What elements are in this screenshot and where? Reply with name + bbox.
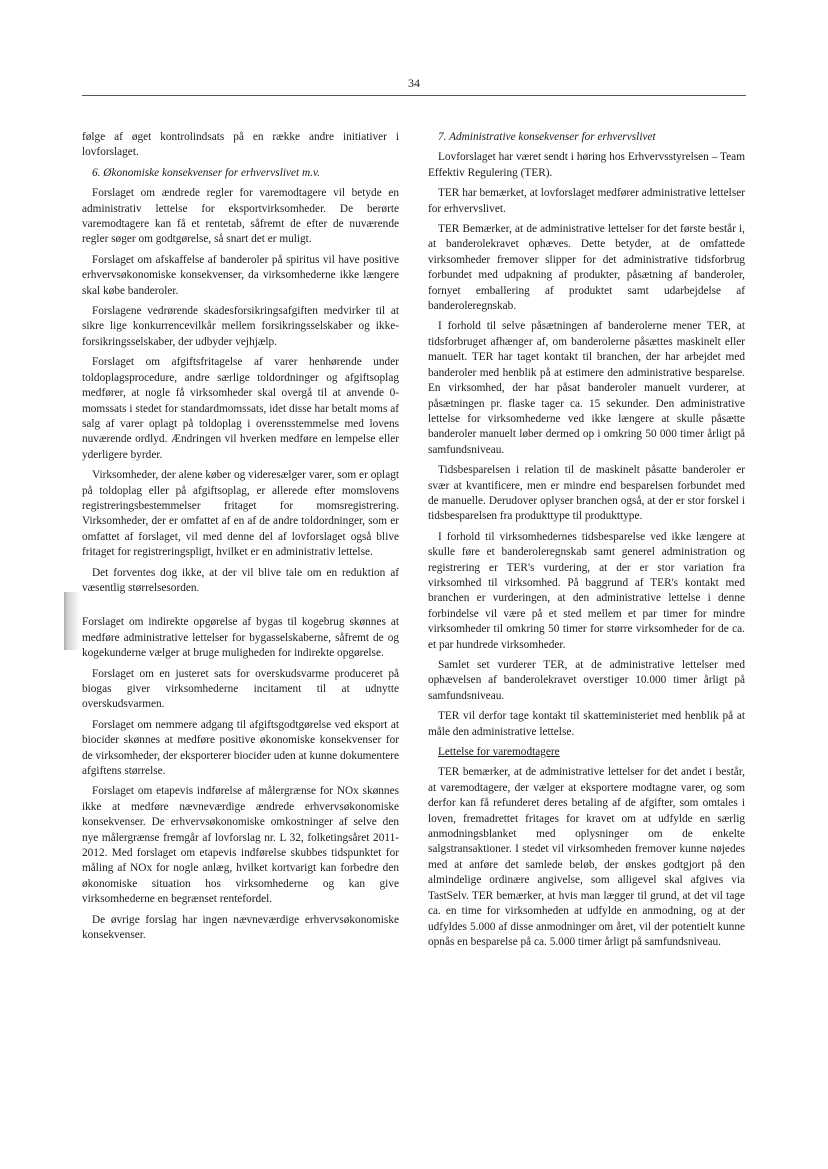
paragraph: Tidsbesparelsen i relation til de maskinelt påsatte banderoler er svær at kvantificere, men er mindre end besparelsen forbundet med de manuelle. Derudover oplyser branchen også, at der er stor forskel i tidsbesparelsen fra produkttype til produkttype. xyxy=(428,464,745,523)
left-column xyxy=(82,130,399,949)
paragraph: Samlet set vurderer TER, at de administrative lettelser med ophævelsen af banderolekravet overstiger 10.000 timer årligt på samfundsniveau. xyxy=(428,659,745,702)
paragraph: Virksomheder, der alene køber og videresælger varer, som er oplagt på toldoplag eller på afgiftsoplag, er allerede efter momslovens registreringsbestemmelser fritaget for momsregistrering. Virksomheder, der er omfattet af en af de andre toldordninger, som er omfattet af forslaget, vil med denne del af lovforslaget også blive fritaget for registreringspligt, hvilket er en administrativ lettelse. xyxy=(82,469,399,559)
paragraph: Forslaget om afskaffelse af banderoler på spiritus vil have positive erhvervsøkonomiske konsekvenser, da virksomhederne ikke længere skal købe banderoler. xyxy=(82,253,399,297)
paragraph: TER Bemærker, at de administrative lettelser for det første består i, at banderolekravet ophæves. Dette betyder, at de omfattede virksomheder fremover slipper for det administrative tidsforbrug forbundet med udpakning af produkter, påsætning af banderoler, fornyet emballering af produktet samt udarbejdelse af banderoleregnskab. xyxy=(428,223,745,313)
paragraph: Forslagene vedrørende skadesforsikringsafgiften medvirker til at sikre lige konkurrencevilkår mellem forsikringsselskaber og ikke-forsikringsselskaber, der udbyder vejhjælp. xyxy=(82,305,399,348)
scan-artifact xyxy=(64,592,80,650)
section-heading-7: 7. Administrative konsekvenser for erhvervslivet xyxy=(438,131,656,143)
paragraph: Lovforslaget har været sendt i høring hos Erhvervsstyrelsen – Team Effektiv Regulering (TER). xyxy=(428,151,745,179)
paragraph: Forslaget om etapevis indførelse af målergrænse for NOx skønnes ikke at medføre nævneværdige ændrede erhvervsøkonomiske konsekvenser. De erhvervsøkonomiske omkostninger af selve den nye målergrænse fremgår af lovforslag nr. L 32, folketingsåret 2011-2012. Med forslaget om etapevis indførelse skubbes tidspunktet for måling af NOx for nogle anlæg, hvilket kortvarigt kan forbedre den økonomiske situation hos virksomhederne og kan give virksomhederne en begrænset rentefordel. xyxy=(82,785,399,906)
header-rule xyxy=(82,95,746,96)
paragraph: Forslaget om indirekte opgørelse af bygas til kogebrug skønnes at medføre administrative lettelser for bygasselskaberne, såfremt de og kogekunderne vælger at bruge muligheden for indirekte opgørelse. xyxy=(82,616,399,660)
paragraph: TER har bemærket, at lovforslaget medfører administrative lettelser for erhvervslivet. xyxy=(428,187,745,215)
paragraph: I forhold til virksomhedernes tidsbesparelse ved ikke længere at skulle føre et banderoleregnskab samt generel administration og registrering er TER's vurdering, at der er stor variation fra virksomhed til virksomhed. På baggrund af TER's kontakt med branchen er vurderingen, at den administrative lettelse i denne forbindelse vil være på et sted mellem et par timer for mindre virksomheder til omkring 50 timer for større virksomheder for de ca. et par hundrede virksomheder. xyxy=(428,530,745,651)
paragraph: Forslaget om nemmere adgang til afgiftsgodtgørelse ved eksport at biocider skønnes at medføre positive økonomiske konsekvenser for de virksomheder, der eksporterer biocider uden at kunne dokumentere afgiftens størrelse. xyxy=(82,718,399,778)
paragraph: TER bemærker, at de administrative lettelser for det andet i består, at varemodtagere, der vælger at eksportere modtagne varer, og som derfor kan få refunderet deres betaling af de afgifter, som omtales i loven, fremadrettet fritages for kravet om at udfylde en særlig anmodningsblanket med oplysninger om de enkelte salgstransaktioner. I stedet vil virksomheden fremover kunne nøjedes med at anføre det samlede beløb, der ønskes godtgjort på den almindelige ordinære angivelse, som alligevel skal afgives via TastSelv. TER bemærker, at hvis man lægger til grund, at det vil tage ca. en time for virksomheden at udfylde en anmodning, og at der udfyldes 5.000 af disse anmodninger om året, vil der potentielt kunne opnås en besparelse på ca. 5.000 timer årligt på samfundsniveau. xyxy=(428,766,745,948)
subheading: Lettelse for varemodtagere xyxy=(438,746,560,759)
page-number: 34 xyxy=(408,76,420,90)
paragraph: Forslaget om afgiftsfritagelse af varer henhørende under toldoplagsprocedure, andre særlige toldordninger og afgiftsoplag medfører, at nogle få virksomheder skal overgå til at anvende 0-momssats i stedet for standardmomssats, idet disse har betalt moms af salg af varer oplagt på toldoplag i overensstemmelse med lovens nuværende ordlyd. Ændringen vil hverken medføre en lempelse eller yderligere byrder. xyxy=(82,356,399,461)
paragraph: TER vil derfor tage kontakt til skatteministeriet med henblik på at måle den administrative lettelse. xyxy=(428,710,745,738)
paragraph: Forslaget om ændrede regler for varemodtagere vil betyde en administrativ lettelse for eksportvirksomheder. De berørte varemodtagere kan få et rentetab, såfremt de efter de nuværende regler søger om godtgørelse, så snart det er muligt. xyxy=(82,187,399,246)
paragraph: De øvrige forslag har ingen nævneværdige erhvervsøkonomiske konsekvenser. xyxy=(82,913,399,942)
paragraph-gap xyxy=(82,601,399,615)
section-heading-6: 6. Økonomiske konsekvenser for erhvervslivet m.v. xyxy=(92,166,320,179)
paragraph: I forhold til selve påsætningen af banderolerne mener TER, at tidsforbruget afhænger af, om banderolerne påsættes maskinelt eller manuelt. TER har taget kontakt til branchen, der har arbejdet med banderoler med henblik på at estimere den administrative besparelse. En virksomhed, der har påsat banderoler manuelt vurderer, at påsætningen pr. flaske tager ca. 15 sekunder. Den administrative lettelse for virksomhederne ved ikke længere at skulle påsætte banderoler manuelt løber dermed op i omkring 50 000 timer årligt på samfundsniveau. xyxy=(428,320,745,456)
paragraph: Forslaget om en justeret sats for overskudsvarme produceret på biogas giver virksomhederne incitament til at udnytte overskudsvarmen. xyxy=(82,667,399,711)
intro-paragraph: følge af øget kontrolindsats på en række andre initiativer i lovforslaget. xyxy=(82,131,399,159)
paragraph: Det forventes dog ikke, at der vil blive tale om en reduktion af væsentlig størrelsesorden. xyxy=(82,566,399,594)
right-column xyxy=(428,130,745,955)
